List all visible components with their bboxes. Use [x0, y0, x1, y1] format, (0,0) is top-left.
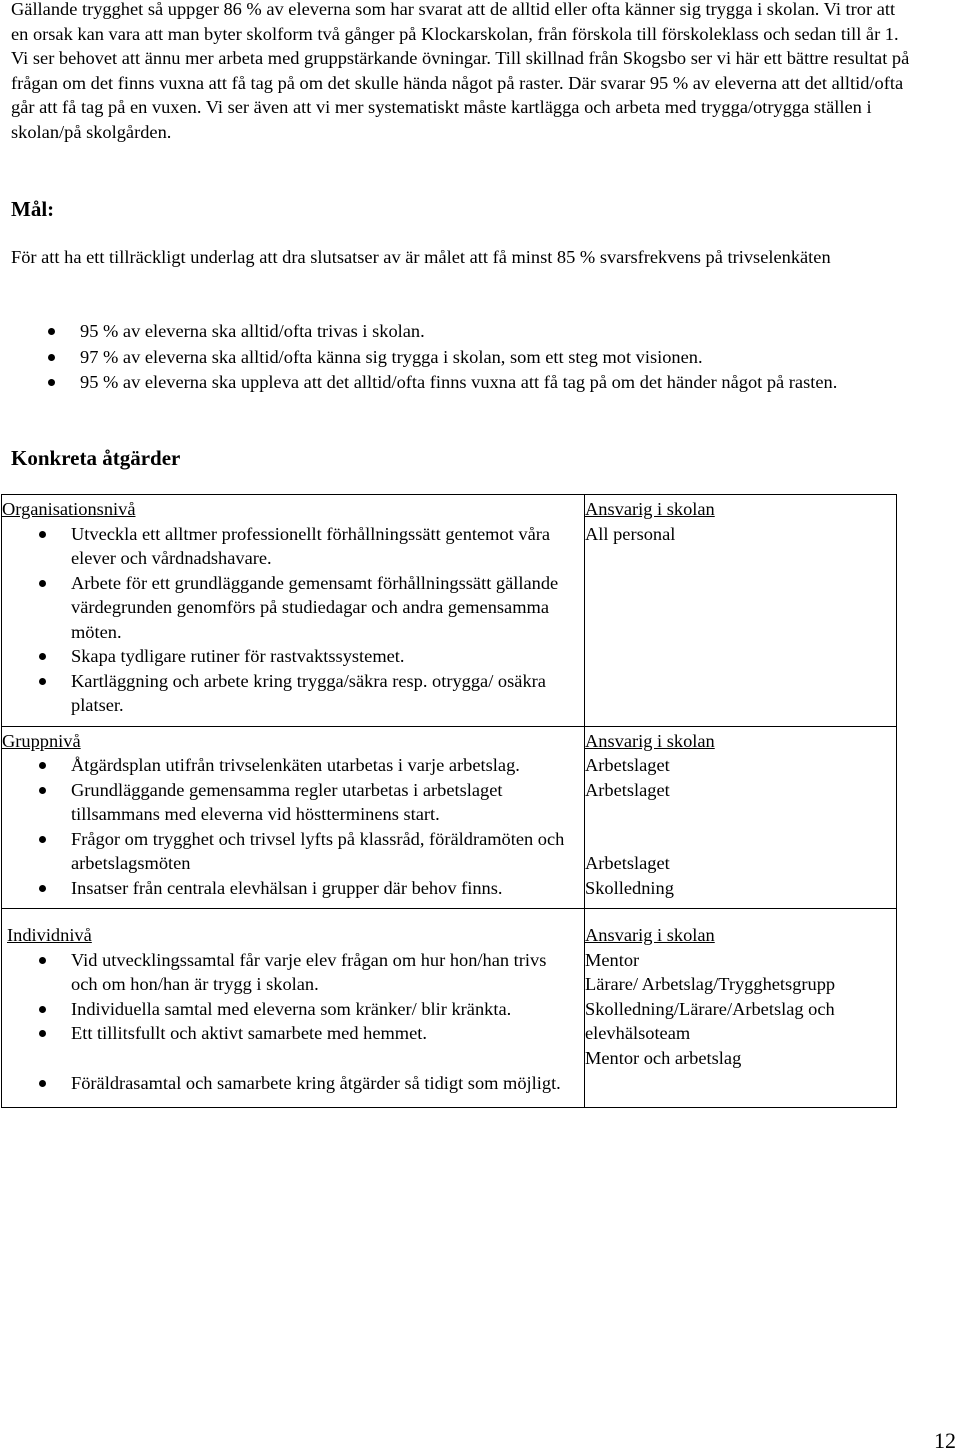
action-item: Ett tillitsfullt och aktivt samarbete med hemmet.: [2, 1021, 584, 1046]
bullet-icon: [39, 762, 46, 769]
action-item: Insatser från centrala elevhälsan i grupper där behov finns.: [2, 876, 584, 901]
individual-responsible-cell: [585, 909, 897, 1108]
table-row-group: [2, 726, 897, 909]
group-responsible-cell: [585, 726, 897, 909]
goals-heading: Mål:: [11, 197, 55, 221]
responsible-entry: Mentor: [585, 949, 640, 970]
action-item: Skapa tydligare rutiner för rastvaktssystemet.: [2, 644, 584, 669]
bullet-icon: [48, 379, 55, 386]
action-item: Vid utvecklingssamtal får varje elev frågan om hur hon/han trivs och om hon/han är trygg i skolan.: [2, 948, 584, 997]
action-item: Frågor om trygghet och trivsel lyfts på klassråd, föräldramöten och arbetslagsmöten: [2, 827, 584, 876]
responsible-entry: Mentor och arbetslag: [585, 1047, 742, 1068]
goals-list: [11, 319, 916, 396]
table-row-organisation: [2, 495, 897, 727]
intro-paragraph: Gällande trygghet så uppger 86 % av eleverna som har svarat att de alltid eller ofta känner sig trygga i skolan. Vi tror att en orsak kan vara att man byter skolform två gånger på Klockarskolan, från förskola till förskoleklass och sedan till år 1. Vi ser behovet att ännu mer arbeta med gruppstärkande övningar. Till skillnad från Skogsbo ser vi här ett bättre resultat på frågan om det finns vuxna att få tag på om det skulle hända något på raster. Där svarar 95 % av eleverna att det alltid/ofta går att få tag på en vuxen. Vi ser även att vi mer systematiskt måste kartlägga och arbeta med trygga/otrygga ställen i skolan/på skolgården.: [11, 0, 910, 142]
bullet-icon: [39, 836, 46, 843]
actions-list: [2, 948, 584, 1096]
actions-table: [1, 494, 897, 1108]
action-item: Arbete för ett grundläggande gemensamt förhållningssätt gällande värdegrunden genomförs på studiedagar och andra gemensamma möten.: [2, 571, 584, 645]
level-heading: Organisationsnivå: [2, 499, 136, 519]
action-item: Åtgärdsplan utifrån trivselenkäten utarbetas i varje arbetslag.: [2, 753, 584, 778]
goal-item: 95 % av eleverna ska alltid/ofta trivas i skolan.: [11, 319, 916, 344]
responsible-entry: Arbetslaget: [585, 853, 670, 873]
bullet-icon: [39, 885, 46, 892]
group-actions-cell: [2, 726, 585, 909]
individual-actions-cell: [2, 909, 585, 1108]
responsible-entry: Skolledning: [585, 877, 674, 898]
actions-list: [2, 522, 584, 718]
action-item: Grundläggande gemensamma regler utarbetas i arbetslaget tillsammans med eleverna vid höstterminens start.: [2, 778, 584, 827]
responsible-heading: Ansvarig i skolan: [585, 499, 715, 519]
bullet-icon: [39, 1080, 46, 1087]
organisation-actions-cell: [2, 495, 585, 727]
responsible-heading: Ansvarig i skolan: [585, 925, 715, 945]
bullet-icon: [39, 531, 46, 538]
goals-intro: För att ha ett tillräckligt underlag att dra slutsatser av är målet att få minst 85 % svarsfrekvens på trivselenkäten: [11, 247, 831, 267]
responsible-heading: Ansvarig i skolan: [585, 730, 715, 751]
responsible-entry: Arbetslaget: [585, 779, 670, 800]
organisation-responsible-cell: [585, 495, 897, 727]
bullet-icon: [39, 653, 46, 660]
goal-item: 97 % av eleverna ska alltid/ofta känna sig trygga i skolan, som ett steg mot visionen.: [11, 345, 916, 370]
action-item: Kartläggning och arbete kring trygga/säkra resp. otrygga/ osäkra platser.: [2, 669, 584, 718]
bullet-icon: [39, 580, 46, 587]
actions-heading: Konkreta åtgärder: [11, 446, 181, 470]
page-number: 12: [934, 1428, 956, 1453]
action-item: Individuella samtal med eleverna som kränker/ blir kränkta.: [2, 997, 584, 1022]
actions-list: [2, 753, 584, 900]
responsible-entry: Skolledning/Lärare/Arbetslag och elevhälsoteam: [585, 998, 835, 1043]
responsible-entry: All personal: [585, 523, 676, 544]
bullet-icon: [39, 957, 46, 964]
level-heading: Individnivå: [7, 925, 92, 945]
level-heading: Gruppnivå: [2, 730, 81, 751]
responsible-entry: Arbetslaget: [585, 755, 670, 775]
bullet-icon: [39, 787, 46, 794]
bullet-icon: [39, 1006, 46, 1013]
action-item: Utveckla ett alltmer professionellt förhållningssätt gentemot våra elever och vårdnadshavare.: [2, 522, 584, 571]
responsible-entry: Lärare/ Arbetslag/Trygghetsgrupp: [585, 974, 836, 994]
goal-item: 95 % av eleverna ska uppleva att det alltid/ofta finns vuxna att få tag på om det händer något på rasten.: [11, 370, 916, 395]
action-item: Föräldrasamtal och samarbete kring åtgärder så tidigt som möjligt.: [2, 1071, 584, 1096]
bullet-icon: [48, 354, 55, 361]
bullet-icon: [48, 328, 55, 335]
table-row-individual: [2, 909, 897, 1108]
bullet-icon: [39, 678, 46, 685]
bullet-icon: [39, 1030, 46, 1037]
